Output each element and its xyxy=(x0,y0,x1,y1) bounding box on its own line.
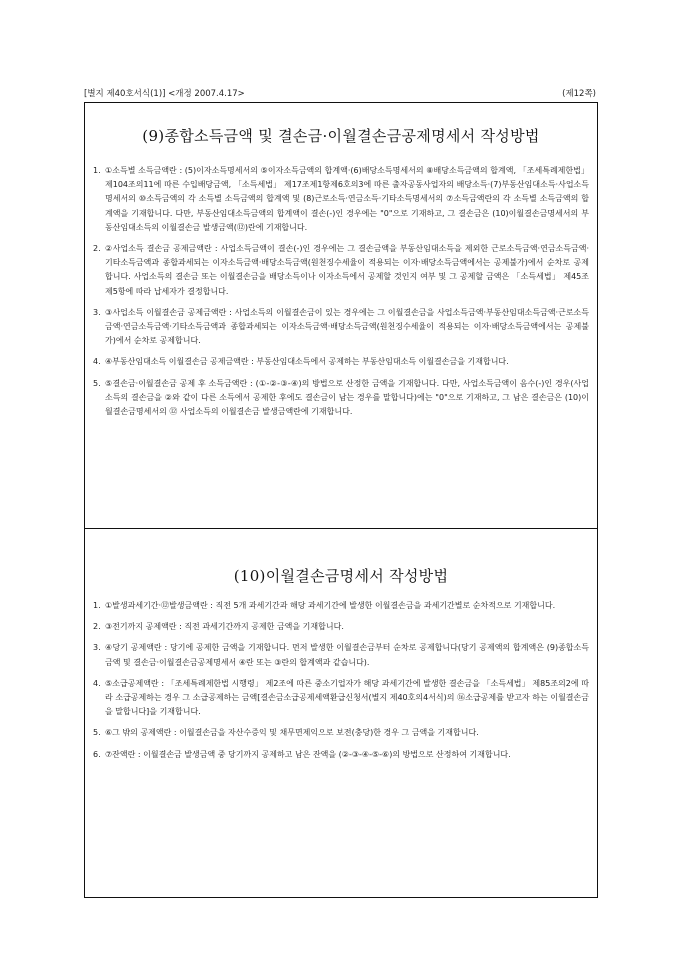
item-number: 1. xyxy=(93,166,101,175)
item-text: ⑦잔액란 : 이월결손금 발생금액 중 당기까지 공제하고 남은 잔액을 (②-③-④-⑤-⑥)의 방법으로 산정하여 기재합니다. xyxy=(105,749,511,759)
item-text: ③사업소득 이월결손금 공제금액란 : 사업소득의 이월결손금이 있는 경우에는 그 이월결손금을 사업소득금액·부동산임대소득금액·근로소득금액·연금소득금액·기타소득금액과 종합과세되는 이자소득금액·배당소득금액(원천징수세율이 적용되는 이자·배당소득금액에서는 공제불가)에서 순차로 공제합니다. xyxy=(105,307,589,346)
form-reference: [별지 제40호서식(1)] <개정 2007.4.17> xyxy=(84,89,245,99)
item-number: 5. xyxy=(93,378,101,388)
page-number: (제12쪽) xyxy=(562,89,596,99)
item-text: ⑥그 밖의 공제액란 : 이월결손금을 자산수증익 및 채무면제익으로 보전(충당)한 경우 그 금액을 기재합니다. xyxy=(105,728,479,738)
item-text: ②사업소득 결손금 공제금액란 : 사업소득금액이 결손(-)인 경우에는 그 결손금액을 부동산임대소득을 제외한 근로소득금액·연금소득금액·기타소득금액과 종합과세되는 이자소득금액·배당소득금액(원천징수세율이 적용되는 이자·배당소득금액에서는 공제불가)에서 순차로 공제합니다. 사업소득의 결손금 또는 이월결손금을 배당소득이나 이자소득에서 공제할 것인지 여부 및 그 공제할 금액은 「소득세법」 제45조제5항에 따라 납세자가 결정합니다. xyxy=(105,244,589,296)
list-item xyxy=(93,242,589,299)
item-number: 4. xyxy=(93,357,101,367)
item-number: 2. xyxy=(93,622,101,632)
item-number: 1. xyxy=(93,601,101,610)
section-divider xyxy=(85,528,597,529)
item-number: 6. xyxy=(93,749,101,759)
item-number: 3. xyxy=(93,307,101,317)
list-item xyxy=(93,677,589,720)
item-text: ④부동산임대소득 이월결손금 공제금액란 : 부동산임대소득에서 공제하는 부동산임대소득 이월결손금을 기재합니다. xyxy=(105,357,509,367)
list-item xyxy=(93,377,589,420)
list-item xyxy=(93,164,589,235)
item-number: 4. xyxy=(93,678,101,688)
list-item xyxy=(93,748,589,762)
item-text: ④당기 공제액란 : 당기에 공제한 금액을 기재합니다. 먼저 발생한 이월결손금부터 순차로 공제합니다(당기 공제액의 합계액은 (9)종합소득금액 및 결손금·이월결손금공제명세서 ④란 또는 ③란의 합계액과 같습니다). xyxy=(105,643,589,667)
list-item xyxy=(93,306,589,349)
item-text: ①발생과세기간·⑫발생금액란 : 직전 5개 과세기간과 해당 과세기간에 발생한 이월결손금을 과세기간별로 순차적으로 기재합니다. xyxy=(105,601,556,610)
list-item xyxy=(93,599,589,613)
list-item xyxy=(93,641,589,669)
section2-title: (10)이월결손금명세서 작성방법 xyxy=(233,567,449,585)
page-header xyxy=(84,87,596,101)
list-item xyxy=(93,355,589,369)
item-number: 3. xyxy=(93,643,101,653)
list-item xyxy=(93,620,589,634)
item-number: 2. xyxy=(93,244,101,254)
item-text: ⑤결손금·이월결손금 공제 후 소득금액란 : (①-②-③-④)의 방법으로 산정한 금액을 기재합니다. 다만, 사업소득금액이 음수(-)인 경우(사업소득의 결손금을 ②와 같이 다른 소득에서 공제한 후에도 결손금이 남는 경우를 말합니다)에는 "0"으로 기재하고, 그 남은 결손금은 (10)이월결손금명세서의 ⑫ 사업소득의 이월결손금 발생금액란에 기재합니다. xyxy=(105,378,589,417)
item-text: ⑤소급공제액란 : 「조세특례제한법 시행령」 제2조에 따른 중소기업자가 해당 과세기간에 발생한 결손금을 「소득세법」 제85조의2에 따라 소급공제하는 경우 그 소급공제하는 금액[결손금소급공제세액환급신청서(별지 제40호의4서식)의 ⑯소급공제를 받고자 하는 이월결손금을 말합니다]을 기재합니다. xyxy=(105,678,589,717)
item-text: ③전기까지 공제액란 : 직전 과세기간까지 공제한 금액을 기재합니다. xyxy=(105,622,344,632)
section1-title: (9)종합소득금액 및 결손금·이월결손금공제명세서 작성방법 xyxy=(142,127,540,145)
document-frame xyxy=(84,102,598,898)
section2-instruction-list xyxy=(93,599,589,762)
item-number: 5. xyxy=(93,728,101,738)
section1-instruction-list xyxy=(93,164,589,419)
item-text: ①소득별 소득금액란 : (5)이자소득명세서의 ⑤이자소득금액의 합계액·(6)배당소득명세서의 ⑧배당소득금액의 합계액, 「조세특례제한법」 제104조의11에 따른 수입배당금액, 「소득세법」 제17조제1항제6호의3에 따른 출자공동사업자의 배당소득·(7)부동산임대소득·사업소득명세서의 ⑩소득금액의 각 소득별 소득금액의 합계액 및 (8)근로소득·연금소득·기타소득명세서의 ⑦소득금액란의 각 소득별 소득금액의 합계액을 기재합니다. 다만, 부동산임대소득금액의 합계액이 결손(-)인 경우에는 "0"으로 기재하고, 그 결손금은 (10)이월결손금명세서의 부동산임대소득의 이월결손금 발생금액(⑫)란에 기재합니다. xyxy=(105,166,589,232)
list-item xyxy=(93,726,589,740)
